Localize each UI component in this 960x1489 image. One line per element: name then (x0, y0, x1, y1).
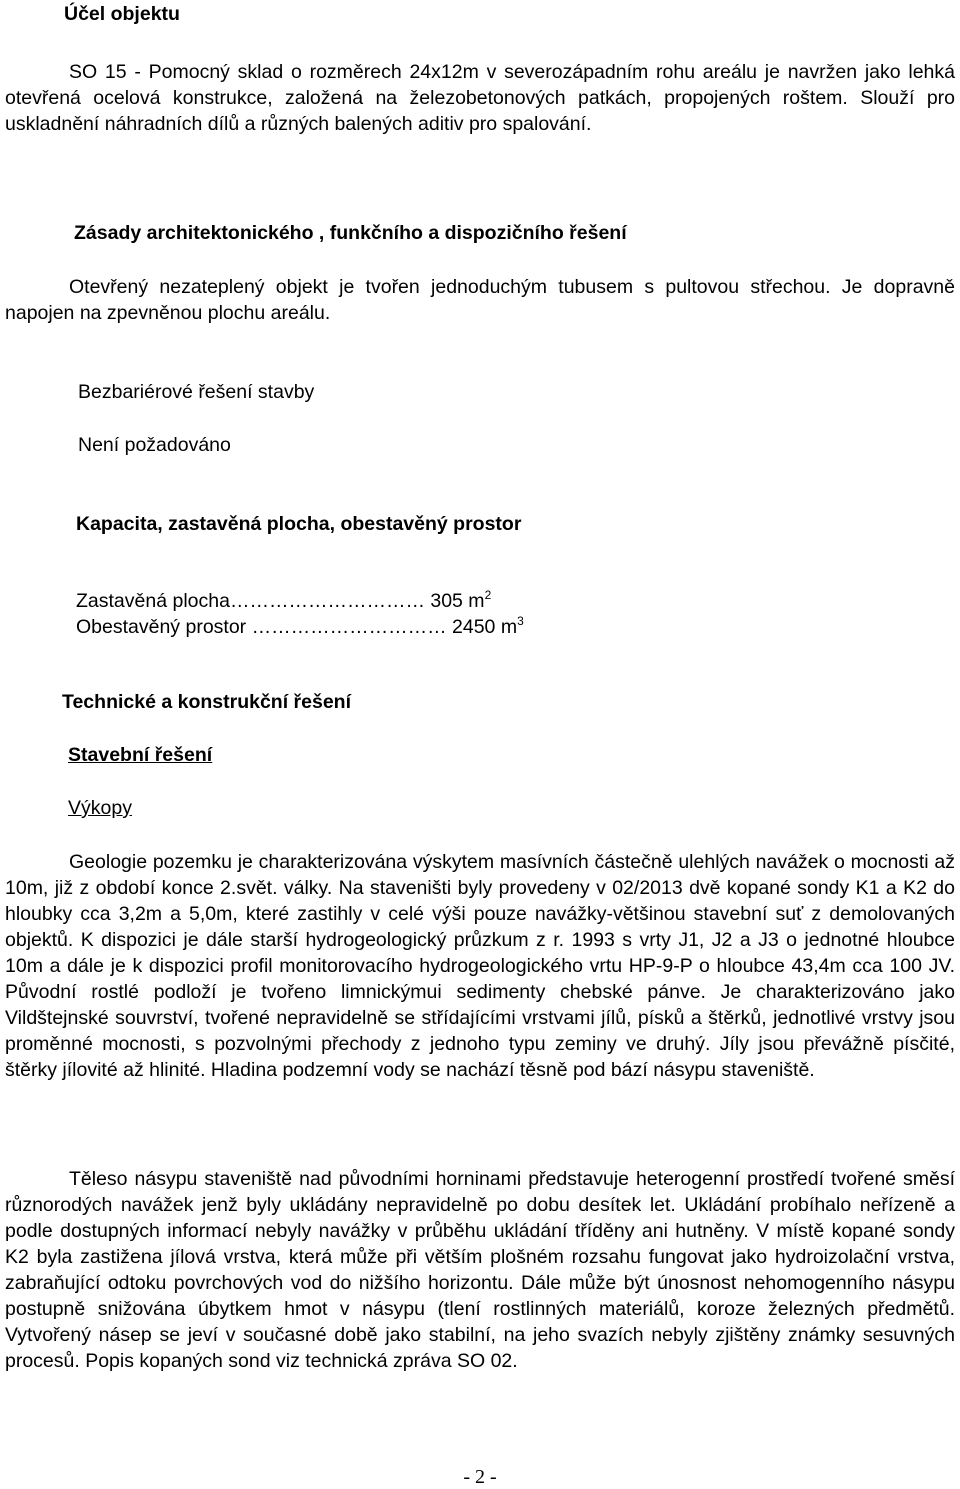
built-area-dots: ………………………… (229, 590, 425, 612)
volume-exponent: 3 (517, 613, 524, 628)
built-area-row (76, 587, 492, 613)
paragraph-geology-text: Geologie pozemku je charakterizována výskytem masívních částečně ulehlých navážek o mocnosti až 10m, již z období konce 2.svět. války. Na staveništi byly provedeny v 02/2013 dvě kopané sondy K1 a K2 do hloubky cca 3,2m a 5,0m, které zastihly v celé výši pouze navážky-většinou stavební suť z demolovaných objektů. K dispozici je dále starší hydrogeologický průzkum z r. 1993 s vrty J1, J2 a J3 o jednotné hloubce 10m a dále je k dispozici profil monitorovacího hydrogeologického vrtu HP-9-P o hloubce 43,4m cca 100 JV. Původní rostlé podloží je tvořeno limnickýmui sedimenty chebské pánve. Je charakterizováno jako Vildštejnské souvrství, tvořené nepravidelně se střídajícími vrstvami jílů, písků a štěrků, jednotlivé vrstvy jsou proměnné mocnosti, s pozvolnými přechody z jednoho typu zeminy ve druhý. Jíly jsou převážně písčité, štěrky jílovité až hlinité. Hladina podzemní vody se nachází těsně pod bází násypu staveniště. (5, 851, 955, 1081)
heading-capacity: Kapacita, zastavěná plocha, obestavěný prostor (76, 513, 522, 535)
heading-purpose: Účel objektu (64, 3, 180, 25)
paragraph-geology (5, 849, 955, 1083)
paragraph-embankment-text: Těleso násypu staveniště nad původními horninami představuje heterogenní prostředí tvořené směsí různorodých navážek jenž byly ukládány nepravidelně po dobu desítek let. Ukládání probíhalo neřízeně a podle dostupných informací nebyly navážky v průběhu ukládání tříděny ani hutněny. V místě kopané sondy K2 byla zastižena jílová vrstva, která může při větším plošném rozsahu fungovat jako hydroizolační vrstva, zabraňující odtoku povrchových vod do nižšího horizontu. Dále může být únosnost nehomogenního násypu postupně snižována úbytkem hmot v násypu (tlení rostlinných materiálů, koroze železných předmětů. Vytvořený násep se jeví v současné době jako stabilní, na jeho svazích nebyly zjištěny známky sesuvných procesů. Popis kopaných sond viz technická zpráva SO 02. (5, 1168, 955, 1372)
volume-row (76, 613, 524, 639)
heading-architecture: Zásady architektonického , funkčního a dispozičního řešení (74, 222, 627, 244)
paragraph-architecture (5, 274, 955, 326)
paragraph-purpose-text: SO 15 - Pomocný sklad o rozměrech 24x12m v severozápadním rohu areálu je navržen jako lehká otevřená ocelová konstrukce, založená na železobetonových patkách, propojených roštem. Slouží pro uskladnění náhradních dílů a různých balených aditiv pro spalování. (5, 61, 955, 135)
barrier-free-text: Není požadováno (78, 434, 231, 456)
subheading-construction: Stavební řešení (68, 744, 213, 766)
volume-dots: ………………………… (251, 616, 447, 638)
paragraph-architecture-text: Otevřený nezateplený objekt je tvořen jednoduchým tubusem s pultovou střechou. Je dopravně napojen na zpevněnou plochu areálu. (5, 276, 955, 324)
subsubheading-excavation: Výkopy (68, 797, 132, 819)
built-area-label: Zastavěná plocha (76, 590, 230, 612)
built-area-exponent: 2 (484, 587, 492, 602)
paragraph-embankment (5, 1166, 955, 1374)
built-area-value: 305 m (430, 590, 485, 612)
heading-barrier-free: Bezbariérové řešení stavby (78, 381, 315, 403)
volume-value: 2450 m (452, 616, 518, 638)
page-number: - 2 - (463, 1466, 497, 1488)
heading-technical: Technické a konstrukční řešení (62, 691, 352, 713)
paragraph-purpose (5, 59, 955, 137)
volume-label: Obestavěný prostor (76, 616, 247, 638)
